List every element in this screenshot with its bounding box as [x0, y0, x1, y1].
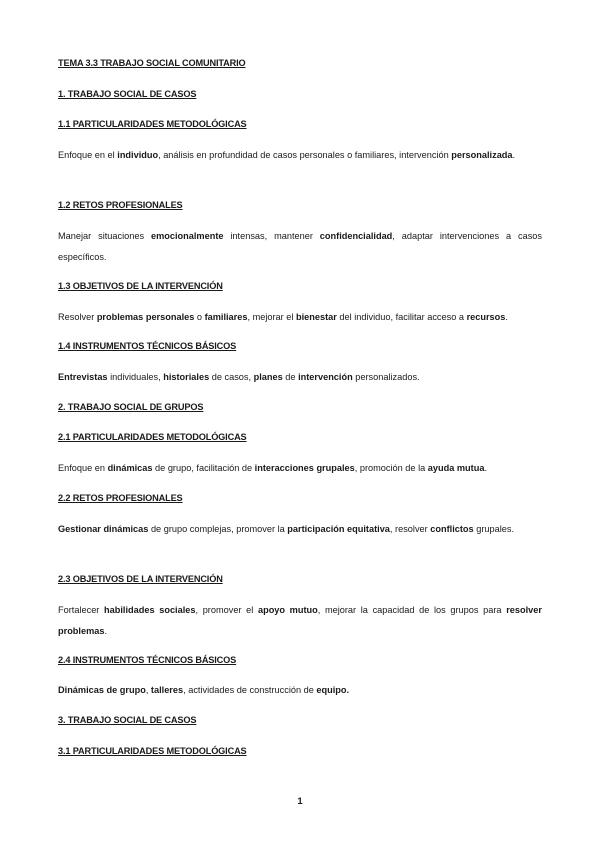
text-run: , análisis en profundidad de casos personales o familiares, intervención — [158, 150, 452, 160]
subsection-heading-2-3: 2.3 OBJETIVOS DE LA INTERVENCIÓN — [58, 574, 223, 584]
text-run: Manejar situaciones — [58, 231, 151, 241]
text-run: de — [282, 372, 299, 382]
bold-text-run: Dinámicas de grupo — [58, 685, 146, 695]
document-title: TEMA 3.3 TRABAJO SOCIAL COMUNITARIO — [58, 58, 246, 68]
text-run: de casos, — [209, 372, 254, 382]
bold-text-run: participación equitativa — [287, 524, 390, 534]
text-run: individuales, — [107, 372, 164, 382]
text-run: Fortalecer — [58, 605, 105, 615]
text-run: . — [505, 312, 508, 322]
text-run: , mejorar la capacidad de los grupos para — [317, 605, 507, 615]
text-run: intensas, mantener — [223, 231, 320, 241]
subsection-heading-2-1: 2.1 PARTICULARIDADES METODOLÓGICAS — [58, 432, 247, 442]
bold-text-run: individuo — [117, 150, 159, 160]
text-run: de grupo, facilitación de — [152, 463, 255, 473]
paragraph-2-3 — [58, 600, 542, 642]
subsection-heading-1-4: 1.4 INSTRUMENTOS TÉCNICOS BÁSICOS — [58, 341, 237, 351]
text-run: personalizados. — [352, 372, 420, 382]
section-heading-3: 3. TRABAJO SOCIAL DE CASOS — [58, 715, 197, 725]
text-run: Enfoque en — [58, 463, 108, 473]
paragraph-1-3 — [58, 307, 542, 328]
paragraph-2-1 — [58, 458, 542, 479]
bold-text-run: personalizada — [451, 150, 513, 160]
text-run: , mejorar el — [247, 312, 296, 322]
bold-text-run: planes — [253, 372, 283, 382]
subsection-heading-1-1: 1.1 PARTICULARIDADES METODOLÓGICAS — [58, 119, 247, 129]
subsection-heading-1-3: 1.3 OBJETIVOS DE LA INTERVENCIÓN — [58, 281, 223, 291]
bold-text-run: familiares — [204, 312, 248, 322]
text-run: de grupo complejas, promover la — [148, 524, 288, 534]
text-run: , resolver — [389, 524, 431, 534]
bold-text-run: dinámicas — [107, 463, 153, 473]
bold-text-run: bienestar — [295, 312, 337, 322]
text-run: grupales. — [473, 524, 515, 534]
bold-text-run: problemas personales — [96, 312, 195, 322]
text-run: del individuo, facilitar acceso a — [336, 312, 467, 322]
text-run: o — [194, 312, 205, 322]
text-run: . — [512, 150, 516, 160]
bold-text-run: Entrevistas — [58, 372, 108, 382]
paragraph-2-2 — [58, 519, 542, 540]
paragraph-1-4 — [58, 367, 542, 388]
bold-text-run: recursos — [466, 312, 506, 322]
paragraph-1-1 — [58, 145, 542, 166]
text-run: . — [484, 463, 488, 473]
text-run: , adaptar intervenciones a casos específicos. — [58, 231, 542, 262]
text-run: , promover el — [195, 605, 258, 615]
subsection-heading-2-2: 2.2 RETOS PROFESIONALES — [58, 493, 183, 503]
text-run: . — [104, 626, 108, 636]
bold-text-run: emocionalmente — [150, 231, 224, 241]
text-run: , promoción de la — [354, 463, 428, 473]
paragraph-1-2 — [58, 226, 542, 268]
subsection-heading-1-2: 1.2 RETOS PROFESIONALES — [58, 200, 183, 210]
bold-text-run: Gestionar dinámicas — [58, 524, 149, 534]
bold-text-run: talleres — [150, 685, 184, 695]
text-run: Enfoque en el — [58, 150, 118, 160]
bold-text-run: resolver problemas — [58, 605, 542, 636]
bold-text-run: interacciones grupales — [254, 463, 355, 473]
bold-text-run: ayuda mutua — [427, 463, 485, 473]
bold-text-run: equipo. — [316, 685, 350, 695]
section-heading-2: 2. TRABAJO SOCIAL DE GRUPOS — [58, 402, 204, 412]
paragraph-2-4 — [58, 680, 542, 701]
bold-text-run: historiales — [163, 372, 210, 382]
subsection-heading-2-4: 2.4 INSTRUMENTOS TÉCNICOS BÁSICOS — [58, 655, 237, 665]
text-run: Resolver — [58, 312, 97, 322]
page-number: 1 — [297, 796, 303, 807]
bold-text-run: conflictos — [430, 524, 474, 534]
subsection-heading-3-1: 3.1 PARTICULARIDADES METODOLÓGICAS — [58, 746, 247, 756]
bold-text-run: intervención — [298, 372, 353, 382]
text-run: , — [145, 685, 151, 695]
text-run: , actividades de construcción de — [183, 685, 317, 695]
bold-text-run: confidencialidad — [319, 231, 393, 241]
bold-text-run: apoyo mutuo — [257, 605, 318, 615]
bold-text-run: habilidades sociales — [104, 605, 196, 615]
section-heading-1: 1. TRABAJO SOCIAL DE CASOS — [58, 89, 197, 99]
